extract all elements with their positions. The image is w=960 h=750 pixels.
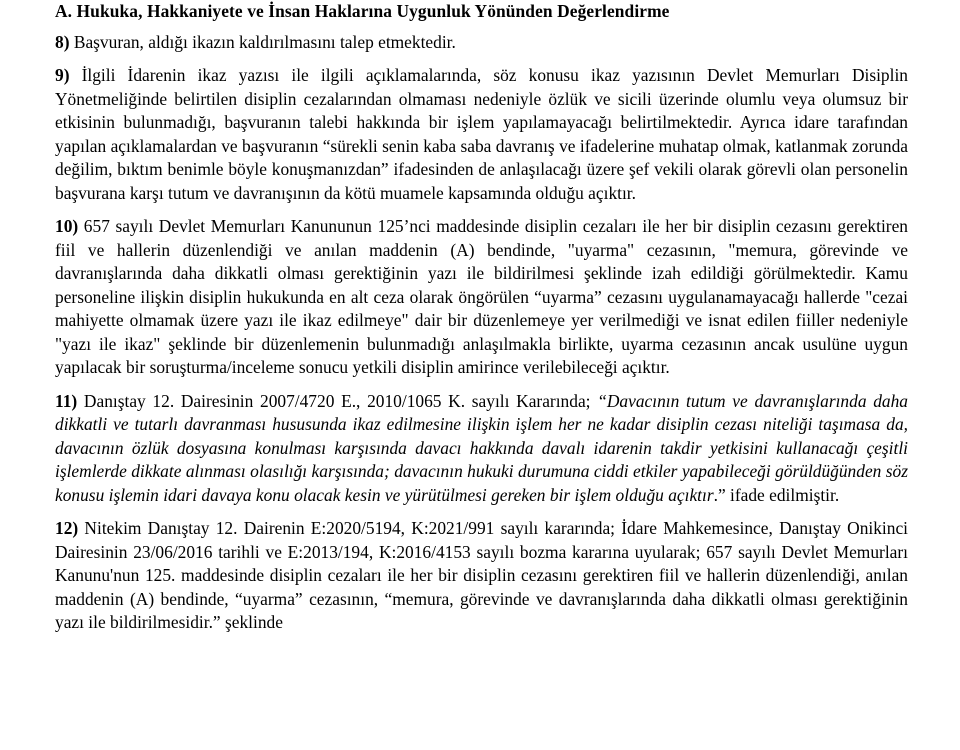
paragraph-text: Danıştay 12. Dairesinin 2007/4720 E., 2010/1065 K. sayılı Kararında;: [77, 390, 598, 411]
paragraph-number: 9): [55, 65, 70, 85]
paragraph-text: Nitekim Danıştay 12. Dairenin E:2020/5194, K:2021/991 sayılı kararında; İdare Mahkemesince, Danıştay Onikinci Dairesinin 23/06/2016 tarihli ve E:2013/194, K:2016/4153 sayılı bozma kararına uyularak; 657 sayılı Devlet Memurları Kanunu'nun 125. maddesinde disiplin cezaları ile her bir disiplin cezasını gerektiren fiil ve hallerin düzenlendiği, anılan maddenin (A) bendinde, “uyarma” cezasının, “memura, görevinde ve davranışlarında daha dikkatli olması gerektiğinin yazı ile bildirilmesidir.” şeklinde: [55, 518, 908, 632]
paragraph-number: 10): [55, 216, 79, 236]
court-quote: “Davacının tutum ve davranışlarında daha dikkatli ve tutarlı davranması hususunda ikaz edilmesine ilişkin işlem her ne kadar disiplin cezası niteliği taşımasa da, davacının özlük dosyasına konulması karşısında davacı hakkında davalı idarenin takdir yetkisini kullanacağı çeşitli işlemlerde dikkate alınması olasılığı karşısında; davacının hukuki durumuna ciddi etkiler yapabileceği görüldüğünden söz konusu işlemin idari davaya konu olacak kesin ve yürütülmesi gereken bir işlem olduğu açıktır: [55, 390, 908, 505]
paragraph-text: Başvuran, aldığı ikazın kaldırılmasını talep etmektedir.: [69, 31, 456, 52]
section-heading: A. Hukuka, Hakkaniyete ve İnsan Haklarına Uygunluk Yönünden Değerlendirme: [55, 1, 670, 21]
paragraph-12: [55, 517, 908, 635]
paragraph-11: [55, 390, 908, 508]
paragraph-10: [55, 215, 908, 380]
paragraph-text: İlgili İdarenin ikaz yazısı ile ilgili açıklamalarında, söz konusu ikaz yazısının Devlet Memurları Disiplin Yönetmeliğinde belirtilen disiplin cezalarından olmaması nedeniyle özlük ve sicili üzerinde olumlu veya olumsuz bir etkisinin bulunmadığı, başvuranın talebi hakkında bir işlem yapılamayacağı belirtilmektedir. Ayrıca idare tarafından yapılan açıklamalardan ve başvuranın “sürekli senin kaba saba davranış ve ifadelerine muhatap olmak, katlanmak zorunda değilim, bıktım benimle böyle konuşmanızdan” ifadesinden de anlaşılacağı üzere şef vekili olarak görevli olan personelin başvurana karşı tutum ve davranışının da kötü muamele kapsamında olduğu açıktır.: [55, 65, 908, 203]
paragraph-text-tail: .” ifade edilmiştir.: [713, 484, 840, 505]
paragraph-number: 8): [55, 31, 70, 52]
paragraph-8: [55, 31, 908, 55]
paragraph-number: 12): [55, 518, 79, 538]
paragraph-number: 11): [55, 390, 78, 411]
document-page: [55, 0, 908, 645]
paragraph-9: [55, 64, 908, 205]
paragraph-text: 657 sayılı Devlet Memurları Kanununun 125’nci maddesinde disiplin cezaları ile her bir disiplin cezasını gerektiren fiil ve hallerin düzenlendiği ve anılan maddenin (A) bendinde, "uyarma" cezasının, "memura, görevinde ve davranışlarında daha dikkatli olması gerektiğinin yazı ile bildirilmesi şeklinde izah edildiği görülmektedir. Kamu personeline ilişkin disiplin hukukunda en alt ceza olarak öngörülen “uyarma” cezasını uygulanamayacağı hallerde "cezai mahiyette olmamak üzere yazı ile ikaz edilmeye" dair bir düzenlemeye yer verilmediği ve isnat edilen fiiller nedeniyle "yazı ile ikaz" şeklinde bir düzenlemenin bulunmadığı anlaşılmakla birlikte, uyarma cezasının ancak usulüne uygun yapılacak bir soruşturma/inceleme sonucu yetkili disiplin amirince verilebileceği açıktır.: [55, 216, 908, 377]
